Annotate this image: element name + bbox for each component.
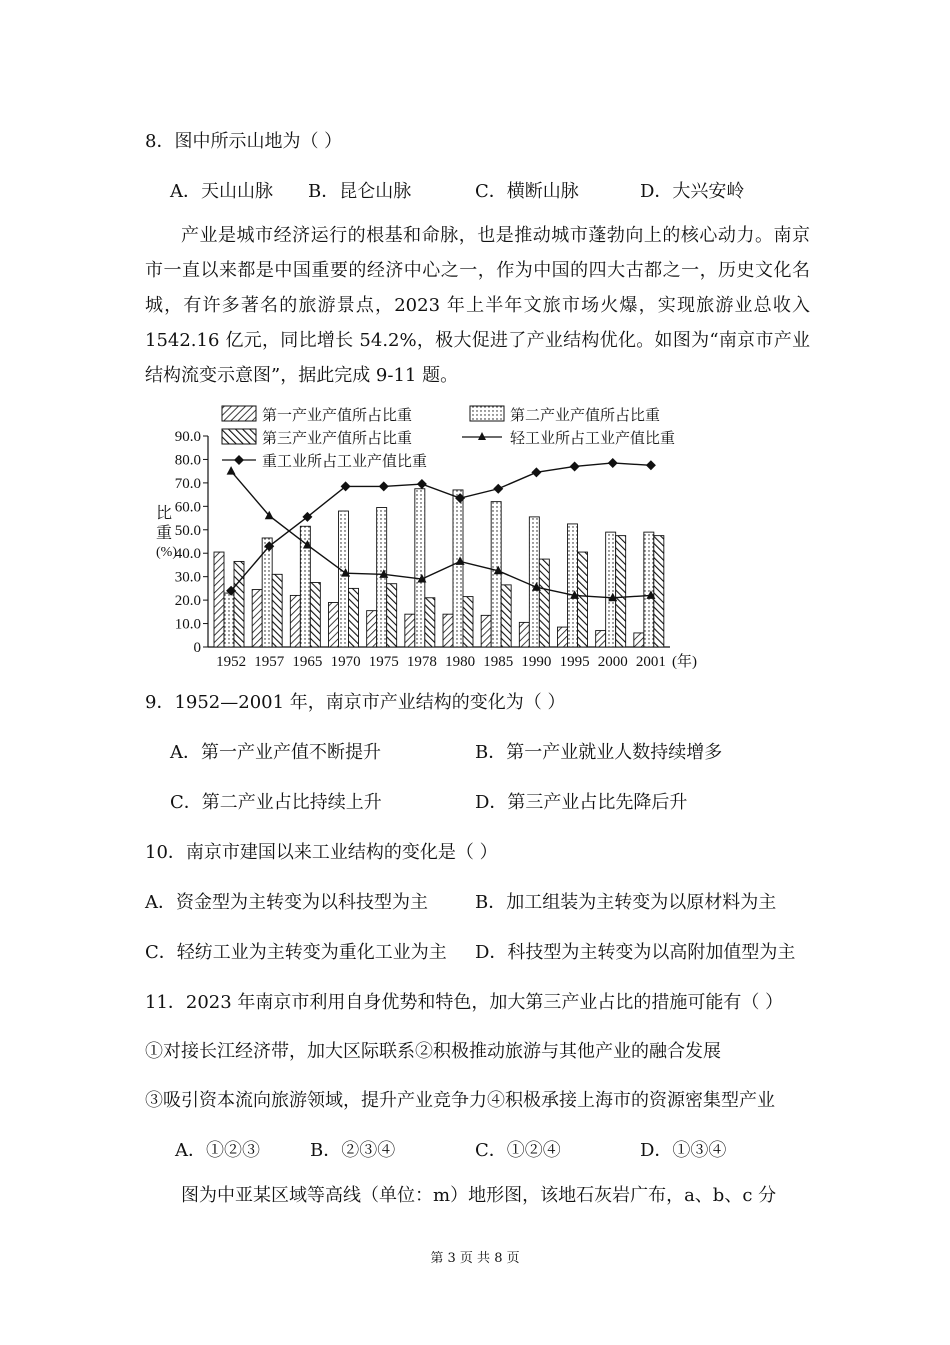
q11-option-b: B．②③④	[310, 1140, 396, 1161]
bar-secondary	[224, 593, 234, 647]
q9-option-a: A．第一产业产值不断提升	[170, 742, 381, 763]
heavy-industry-point	[608, 458, 618, 468]
passage-central-asia: 图为中亚某区域等高线（单位：m）地形图，该地石灰岩广布，a、b、c 分	[181, 1185, 777, 1206]
legend-label-heavy: 重工业所占工业产值比重	[262, 454, 428, 470]
bar-secondary	[491, 502, 501, 647]
bar-primary	[367, 611, 377, 647]
y-tick-label: 30.0	[174, 569, 201, 586]
x-tick-label: 1990	[521, 654, 552, 670]
heavy-industry-point	[493, 484, 503, 494]
q10-stem: 10．南京市建国以来工业结构的变化是（ ）	[145, 842, 498, 863]
bar-primary	[405, 614, 415, 647]
heavy-industry-point	[531, 467, 541, 477]
y-tick-label: 0	[193, 640, 201, 656]
q11-statement-line-1: ①对接长江经济带，加大区际联系②积极推动旅游与其他产业的融合发展	[145, 1041, 721, 1062]
chart-legend	[222, 406, 675, 470]
legend-marker-diamond	[234, 455, 244, 465]
q10-option-d: D．科技型为主转变为以高附加值型为主	[475, 942, 796, 963]
bar-secondary	[453, 490, 463, 647]
y-axis-label-3: (%)	[156, 545, 177, 560]
bar-secondary	[415, 489, 425, 647]
x-tick-label: 1965	[292, 654, 323, 670]
x-tick-label: 2000	[597, 654, 628, 670]
q9-option-d: D．第三产业占比先降后升	[475, 792, 688, 813]
x-tick-label: 1952	[216, 654, 247, 670]
y-axis-label-1: 比	[156, 505, 173, 522]
y-tick-label: 20.0	[174, 593, 201, 610]
bar-primary	[596, 631, 606, 647]
q8-option-a: A．天山山脉	[170, 181, 273, 202]
y-tick-label: 70.0	[174, 475, 201, 492]
q10-option-b: B．加工组装为主转变为以原材料为主	[475, 892, 777, 913]
q9-stem: 9．1952—2001 年，南京市产业结构的变化为（ ）	[145, 692, 566, 713]
bar-tertiary	[578, 552, 588, 647]
legend-label-primary: 第一产业产值所占比重	[262, 408, 413, 424]
x-tick-label: 1975	[368, 654, 399, 670]
bar-tertiary	[654, 536, 664, 647]
bar-secondary	[644, 532, 654, 647]
bar-tertiary	[349, 588, 359, 647]
q11-option-d: D．①③④	[640, 1140, 727, 1161]
legend-marker-triangle	[478, 432, 486, 440]
bar-tertiary	[463, 597, 473, 647]
x-axis-unit-label: (年)	[672, 654, 697, 670]
legend-label-light: 轻工业所占工业产值比重	[510, 431, 676, 447]
y-tick-label: 40.0	[174, 546, 201, 563]
bar-primary	[481, 615, 491, 647]
bar-tertiary	[501, 585, 511, 647]
y-tick-label: 90.0	[174, 429, 201, 445]
bar-primary	[443, 614, 453, 647]
legend-label-secondary: 第二产业产值所占比重	[510, 408, 661, 424]
y-axis-label-2: 重	[156, 525, 173, 542]
legend-swatch-tertiary	[222, 429, 256, 444]
bar-tertiary	[425, 598, 435, 647]
q10-option-c: C．轻纺工业为主转变为重化工业为主	[145, 942, 447, 963]
heavy-industry-point	[570, 461, 580, 471]
x-tick-label: 2001	[635, 654, 666, 670]
q11-statement-line-2: ③吸引资本流向旅游领域，提升产业竞争力④积极承接上海市的资源密集型产业	[145, 1090, 775, 1111]
heavy-industry-point	[417, 479, 427, 489]
bar-primary	[558, 627, 568, 647]
y-tick-label: 60.0	[174, 499, 201, 516]
passage-nanjing: 产业是城市经济运行的根基和命脉，也是推动城市蓬勃向上的核心动力。南京市一直以来都是中国重要的经济中心之一，作为中国的四大古都之一，历史文化名城，有许多著名的旅游景点，2023 年上半年文旅市场火爆，实现旅游业总收入 1542.16 亿元，同比增长 54.2%，极大促进了产业结构优化。如图为“南京市产业结构流变示意图”，据此完成 9-11 题。	[145, 225, 810, 386]
bar-primary	[519, 622, 529, 647]
bar-secondary	[606, 532, 616, 647]
q8-option-d: D．大兴安岭	[640, 181, 745, 202]
x-tick-label: 1985	[483, 654, 514, 670]
x-tick-label: 1980	[445, 654, 476, 670]
page-footer: 第 3 页 共 8 页	[430, 1251, 520, 1266]
bar-secondary	[339, 511, 349, 647]
x-tick-label: 1970	[330, 654, 361, 670]
q11-option-c: C．①②④	[475, 1140, 561, 1161]
bar-primary	[252, 590, 262, 647]
q9-option-b: B．第一产业就业人数持续增多	[475, 742, 723, 763]
bar-primary	[329, 602, 339, 647]
q11-stem: 11．2023 年南京市利用自身优势和特色，加大第三产业占比的措施可能有（ ）	[145, 992, 784, 1013]
bar-tertiary	[616, 536, 626, 647]
bar-primary	[634, 633, 644, 647]
bar-secondary	[529, 517, 539, 647]
light-industry-point	[227, 466, 236, 475]
bar-tertiary	[539, 559, 549, 647]
bar-tertiary	[387, 584, 397, 647]
q8-stem: 8．图中所示山地为（ ）	[145, 131, 343, 152]
q11-option-a: A．①②③	[175, 1140, 260, 1161]
legend-swatch-primary	[222, 406, 256, 421]
bar-tertiary	[234, 561, 244, 647]
industry-structure-chart	[140, 398, 710, 673]
y-tick-label: 10.0	[174, 616, 201, 633]
q9-option-c: C．第二产业占比持续上升	[170, 792, 382, 813]
x-tick-label: 1957	[254, 654, 285, 670]
bar-secondary	[262, 538, 272, 647]
q8-option-b: B．昆仑山脉	[308, 181, 412, 202]
bar-tertiary	[272, 574, 282, 647]
y-tick-label: 50.0	[174, 522, 201, 539]
bar-primary	[290, 595, 300, 647]
heavy-industry-point	[379, 481, 389, 491]
x-tick-label: 1995	[559, 654, 590, 670]
legend-swatch-secondary	[470, 406, 504, 421]
bar-secondary	[568, 524, 578, 647]
x-tick-label: 1978	[406, 654, 437, 670]
bar-tertiary	[310, 583, 320, 647]
legend-label-tertiary: 第三产业产值所占比重	[262, 431, 413, 447]
q10-option-a: A．资金型为主转变为以科技型为主	[145, 892, 428, 913]
heavy-industry-point	[646, 460, 656, 470]
y-tick-label: 80.0	[174, 452, 201, 469]
q8-option-c: C．横断山脉	[475, 181, 579, 202]
bar-primary	[214, 552, 224, 647]
